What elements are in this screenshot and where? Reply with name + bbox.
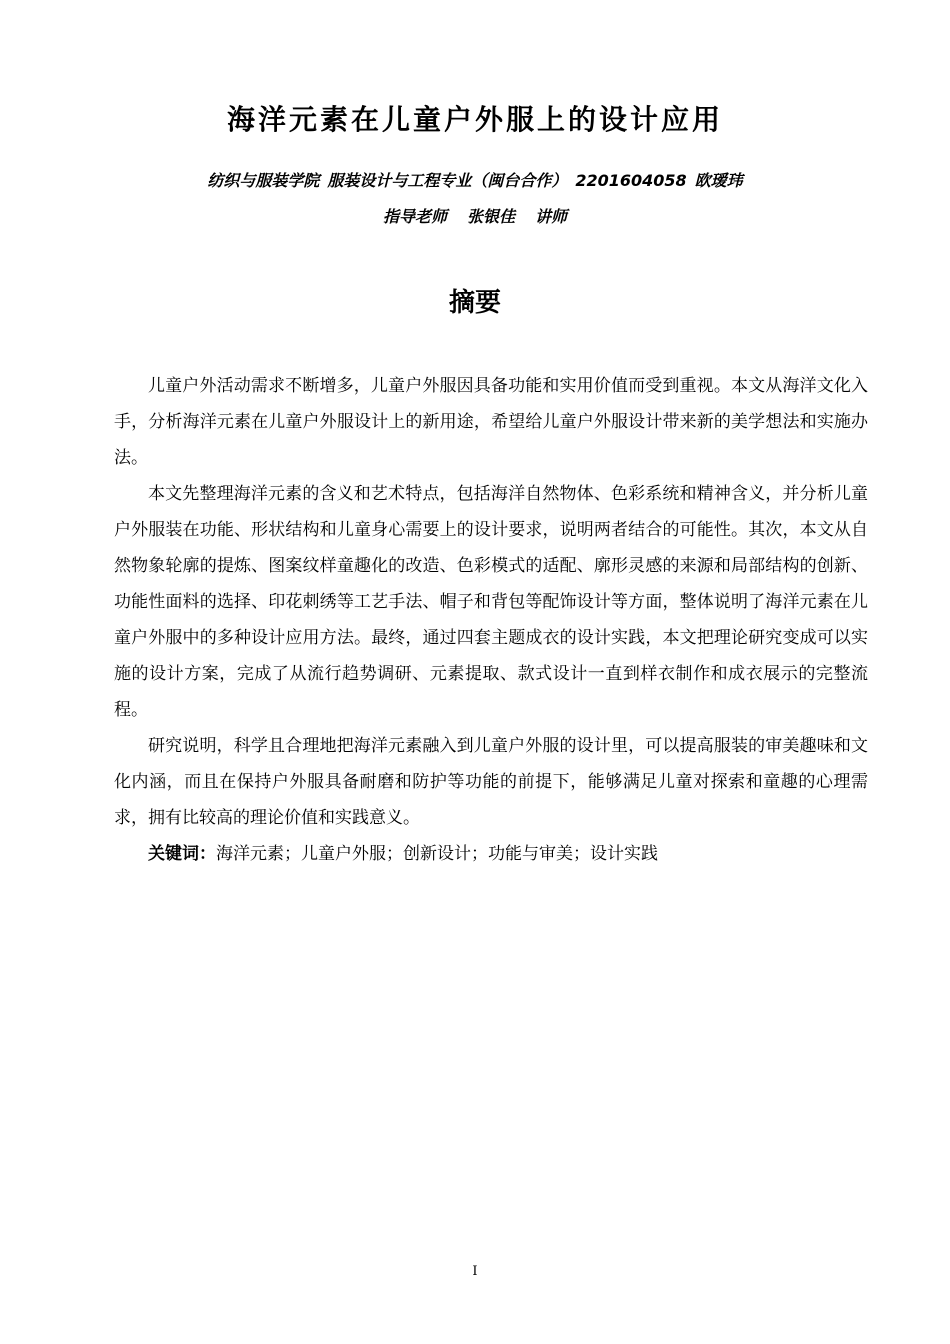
author-line <box>0 168 950 191</box>
author-student-id: 2201604058 <box>575 171 687 190</box>
advisor-label: 指导老师 <box>382 207 447 226</box>
keywords-line <box>114 836 868 872</box>
keywords-text: 海洋元素；儿童户外服；创新设计；功能与审美；设计实践 <box>216 844 658 864</box>
paper-title: 海洋元素在儿童户外服上的设计应用 <box>226 103 723 136</box>
advisor-line <box>0 204 950 227</box>
advisor-name: 张银佳 <box>466 207 515 226</box>
keywords-label: 关键词： <box>148 844 216 864</box>
advisor-rank: 讲师 <box>535 207 568 226</box>
author-name: 欧瑷玮 <box>694 171 743 190</box>
abstract-paragraph: 儿童户外活动需求不断增多，儿童户外服因具备功能和实用价值而受到重视。本文从海洋文化入手，分析海洋元素在儿童户外服设计上的新用途，希望给儿童户外服设计带来新的美学想法和实施办法。 <box>114 376 868 468</box>
abstract-heading: 摘要 <box>448 288 501 318</box>
page-number: I <box>472 1264 478 1279</box>
abstract-body <box>114 368 868 872</box>
abstract-paragraph: 本文先整理海洋元素的含义和艺术特点，包括海洋自然物体、色彩系统和精神含义，并分析儿童户外服装在功能、形状结构和儿童身心需要上的设计要求，说明两者结合的可能性。其次，本文从自然物象轮廓的提炼、图案纹样童趣化的改造、色彩模式的适配、廓形灵感的来源和局部结构的创新、功能性面料的选择、印花刺绣等工艺手法、帽子和背包等配饰设计等方面，整体说明了海洋元素在儿童户外服中的多种设计应用方法。最终，通过四套主题成衣的设计实践，本文把理论研究变成可以实施的设计方案，完成了从流行趋势调研、元素提取、款式设计一直到样衣制作和成衣展示的完整流程。 <box>114 484 868 720</box>
author-major: 服装设计与工程专业（闽台合作） <box>327 171 568 190</box>
author-college: 纺织与服装学院 <box>207 171 320 190</box>
abstract-paragraph: 研究说明，科学且合理地把海洋元素融入到儿童户外服的设计里，可以提高服装的审美趣味和文化内涵，而且在保持户外服具备耐磨和防护等功能的前提下，能够满足儿童对探索和童趣的心理需求，拥有比较高的理论价值和实践意义。 <box>114 736 868 828</box>
